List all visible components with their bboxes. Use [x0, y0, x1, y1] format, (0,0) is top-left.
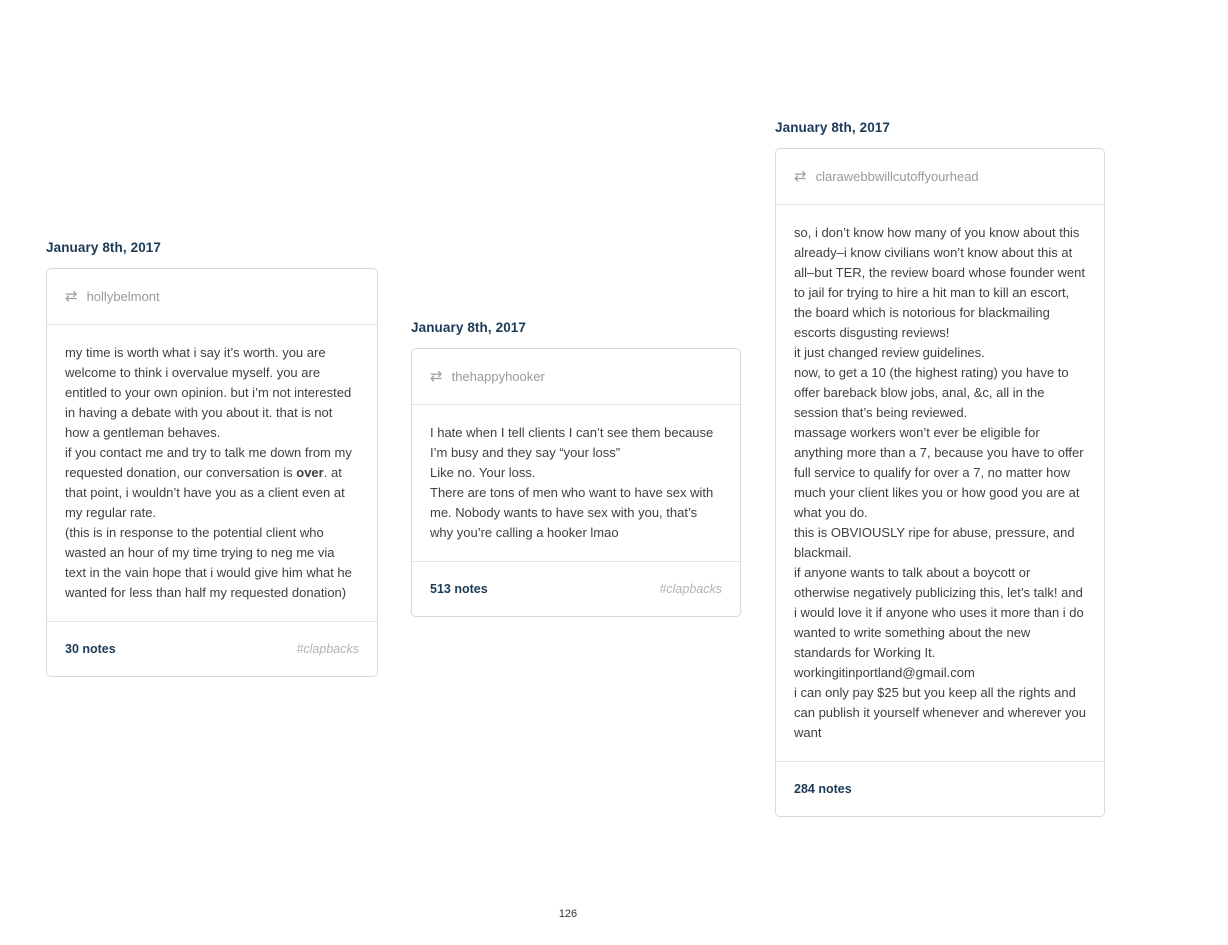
post-paragraph: There are tons of men who want to have sex with me. Nobody wants to have sex with you, that’s why you’re calling a hooker lmao [430, 485, 714, 540]
post-paragraph: now, to get a 10 (the highest rating) you have to offer bareback blow jobs, anal, &c, all in the session that’s being reviewed. [794, 365, 1069, 420]
post-paragraph: so, i don’t know how many of you know about this already–i know civilians won’t know about this at all–but TER, the review board whose founder went to jail for trying to hire a hit man to kill an escort, the board which is notorious for blackmailing escorts disgusting reviews! [794, 225, 1085, 340]
post-paragraph: if anyone wants to talk about a boycott or otherwise negatively publicizing this, let’s talk! and i would love it if anyone who uses it more than i do wanted to write something about the new standards for Working It. [794, 565, 1084, 660]
post-paragraph: if you contact me and try to talk me down from my requested donation, our conversation is over. at that point, i wouldn’t have you as a client even at my regular rate. [65, 445, 352, 520]
reblog-icon: ⇄ [430, 367, 443, 385]
reblog-icon: ⇄ [794, 167, 807, 185]
post-header [412, 349, 740, 405]
post-paragraph: it just changed review guidelines. [794, 345, 985, 360]
post-date: January 8th, 2017 [46, 240, 162, 255]
post-paragraph: Like no. Your loss. [430, 465, 536, 480]
post-paragraph: (this is in response to the potential client who wasted an hour of my time trying to neg me via text in the vain hope that i would give him what he wanted for less than half my requested donation) [65, 525, 352, 600]
post-header [47, 269, 377, 325]
post-card [46, 268, 378, 677]
post-body [776, 205, 1104, 761]
reblog-icon: ⇄ [65, 287, 78, 305]
post-body [412, 405, 740, 561]
post-paragraph: workingitinportland@gmail.com [794, 665, 975, 680]
post-footer [776, 761, 1104, 816]
post-username[interactable]: thehappyhooker [451, 369, 545, 384]
notes-count[interactable]: 284 notes [794, 782, 852, 796]
tag-link[interactable]: #clapbacks [659, 582, 722, 596]
notes-count[interactable]: 30 notes [65, 642, 116, 656]
post-paragraph: i can only pay $25 but you keep all the rights and can publish it yourself whenever and wherever you want [794, 685, 1086, 740]
post-username[interactable]: hollybelmont [86, 289, 160, 304]
post-card [411, 348, 741, 617]
post-footer [47, 621, 377, 676]
post-paragraph: my time is worth what i say it’s worth. you are welcome to think i overvalue myself. you are entitled to your own opinion. but i’m not interested in having a debate with you about it. that is not how a gentleman behaves. [65, 345, 352, 440]
post-card [775, 148, 1105, 817]
post-date: January 8th, 2017 [775, 120, 891, 135]
post-paragraph: I hate when I tell clients I can’t see them because I’m busy and they say “your loss” [430, 425, 714, 460]
post-paragraph: this is OBVIOUSLY ripe for abuse, pressure, and blackmail. [794, 525, 1075, 560]
post-body [47, 325, 377, 621]
post-username[interactable]: clarawebbwillcutoffyourhead [815, 169, 979, 184]
page-number: 126 [558, 908, 578, 920]
tag-link[interactable]: #clapbacks [296, 642, 359, 656]
post-paragraph: massage workers won’t ever be eligible for anything more than a 7, because you have to offer full service to qualify for over a 7, no matter how much your client likes you or how good you are at what you do. [794, 425, 1084, 520]
post-footer [412, 561, 740, 616]
post-header [776, 149, 1104, 205]
post-date: January 8th, 2017 [411, 320, 527, 335]
notes-count[interactable]: 513 notes [430, 582, 488, 596]
